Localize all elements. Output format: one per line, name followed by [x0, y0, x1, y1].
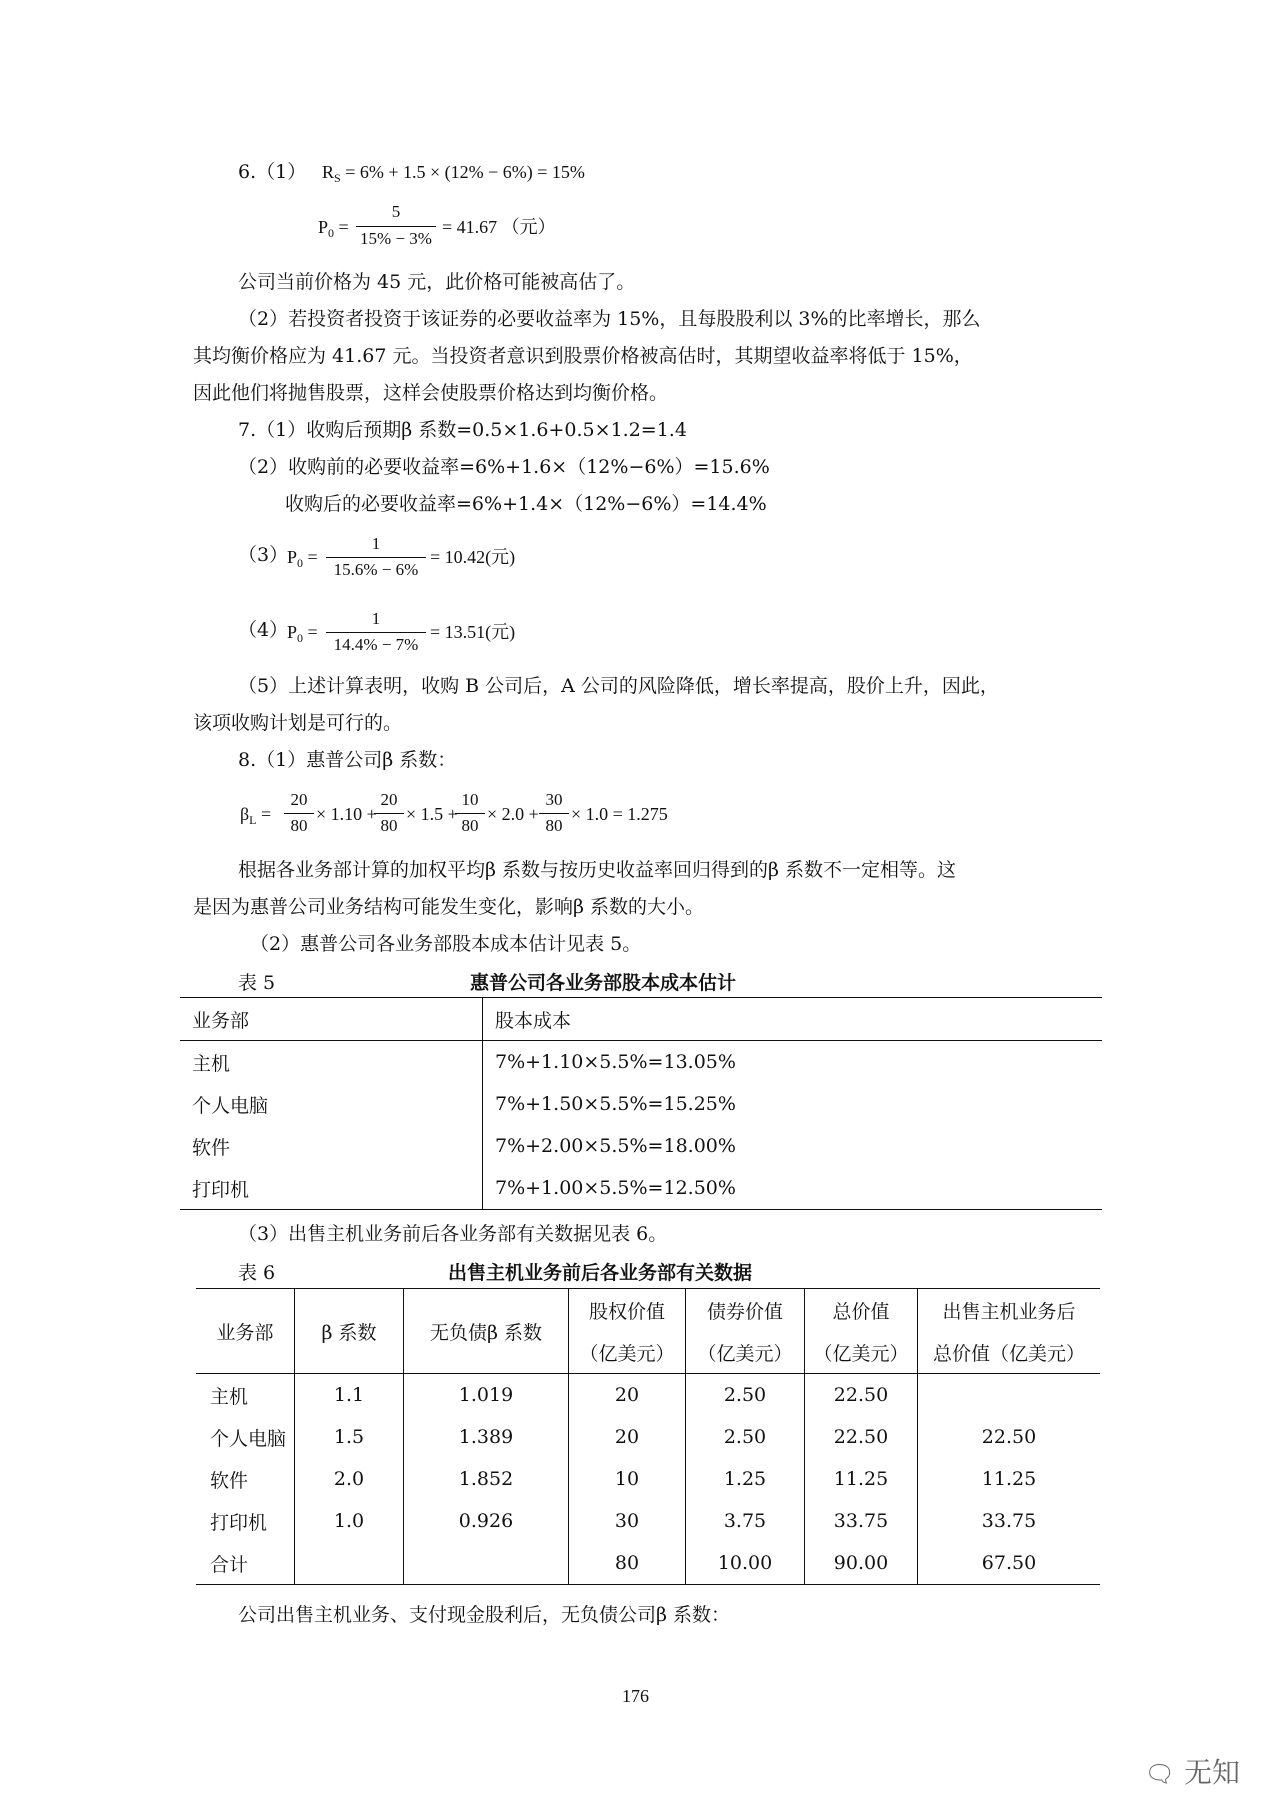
p0-den: 15% − 3% — [360, 229, 432, 248]
beta-term-3-mult: × 2.0 + — [487, 804, 539, 824]
q8-line4: （2）惠普公司各业务部股本成本估计见表 5。 — [250, 933, 642, 955]
table6-label: 表 6 — [238, 1262, 276, 1284]
table5-cell: 个人电脑 — [180, 1083, 483, 1125]
table6-cell: 3.75 — [686, 1500, 805, 1542]
watermark — [1145, 1751, 1240, 1791]
table-row — [180, 1125, 1102, 1167]
table6-cell: 2.50 — [686, 1374, 805, 1417]
q7-p3-symbol: $P_0$ = — [287, 547, 318, 570]
q7-p3-num: 1 — [371, 534, 381, 553]
table5-cell: 主机 — [180, 1041, 483, 1084]
beta-term-2 — [372, 790, 406, 840]
q7-p4-den: 14.4% − 7% — [333, 635, 419, 654]
table6-cell: 30 — [569, 1500, 686, 1542]
rs-formula: $R_S = 6\% + 1.5 \times (12\% - 6\%) = 15\%$ — [322, 162, 585, 185]
table6-cell: 80 — [569, 1542, 686, 1585]
q8-line5: （3）出售主机业务前后各业务部有关数据见表 6。 — [238, 1223, 668, 1245]
table6-cell: 1.852 — [404, 1458, 569, 1500]
q7-p4-bar — [326, 632, 426, 633]
table6-cell: 90.00 — [805, 1542, 918, 1585]
beta-term-4-mult: × 1.0 = 1.275 — [571, 804, 668, 824]
table6-header-unit: （亿美元） — [805, 1331, 918, 1374]
table5-title — [470, 968, 736, 995]
beta-term-1-bar — [284, 813, 314, 814]
table6-cell: 10.00 — [686, 1542, 805, 1585]
beta-l-symbol: $\beta_L$ = — [240, 804, 272, 827]
q7-line2: （2）收购前的必要收益率=6%+1.6×（12%−6%）=15.6% — [238, 456, 770, 478]
q8-line6: 公司出售主机业务、支付现金股利后，无负债公司β 系数： — [238, 1604, 731, 1626]
table6-cell: 11.25 — [981, 1468, 1037, 1490]
q8-line3: 是因为惠普公司业务结构可能发生变化，影响β 系数的大小。 — [193, 896, 705, 918]
beta-term-4-num: 30 — [545, 790, 563, 809]
table6-header-row — [196, 1289, 1100, 1332]
table6-header: 股权价值 — [569, 1289, 686, 1332]
table5-header: 股本成本 — [495, 1009, 572, 1032]
table6-cell: 合计 — [196, 1542, 295, 1585]
q7-p3-result: = 10.42(元) — [430, 547, 516, 567]
q7-line3: 收购后的必要收益率=6%+1.4×（12%−6%）=14.4% — [285, 493, 767, 515]
table5-cell: 7%+1.10×5.5%=13.05% — [495, 1051, 736, 1073]
beta-term-2-mult: × 1.5 + — [406, 804, 458, 824]
table5-cell: 7%+2.00×5.5%=18.00% — [495, 1135, 736, 1157]
table-row — [196, 1458, 1100, 1500]
table6-cell: 打印机 — [196, 1500, 295, 1542]
table6-cell: 22.50 — [981, 1426, 1037, 1448]
q6-line4: 因此他们将抛售股票，这样会使股票价格达到均衡价格。 — [193, 382, 669, 404]
beta-term-1-num: 20 — [290, 790, 308, 809]
table5-title-text: 惠普公司各业务部股本成本估计 — [470, 972, 737, 994]
beta-term-2-num: 20 — [380, 790, 398, 809]
q7-p3-label: （3） — [238, 544, 289, 566]
table6-header: 债券价值 — [686, 1289, 805, 1332]
table-row — [196, 1500, 1100, 1542]
beta-term-3-num: 10 — [461, 790, 479, 809]
table5-header-row — [180, 998, 1102, 1041]
table6-title-text: 出售主机业务前后各业务部有关数据 — [448, 1262, 753, 1284]
table6-cell: 0.926 — [404, 1500, 569, 1542]
q7-p4-num: 1 — [371, 609, 381, 628]
wechat-icon: 🗨 — [1144, 1760, 1176, 1788]
table6-cell: 67.50 — [981, 1552, 1037, 1574]
table5-cell: 7%+1.00×5.5%=12.50% — [495, 1177, 736, 1199]
table6-cell: 2.50 — [686, 1416, 805, 1458]
table6-header-unit: （亿美元） — [569, 1331, 686, 1374]
table6-cell: 2.0 — [295, 1458, 404, 1500]
table-row — [180, 1167, 1102, 1210]
table6-cell: 主机 — [196, 1374, 295, 1417]
q7-line5: 该项收购计划是可行的。 — [193, 712, 403, 734]
table6-cell: 20 — [569, 1374, 686, 1417]
beta-term-1-mult: × 1.10 + — [316, 804, 377, 824]
table6-header: 无负债β 系数 — [404, 1289, 569, 1374]
rs-formula-text: = 6% + 1.5 × (12% − 6%) = 15% — [345, 162, 585, 182]
table5 — [180, 997, 1102, 1210]
table6-cell — [404, 1542, 569, 1585]
p0-result: = 41.67 （元） — [442, 217, 556, 237]
q7-line4: （5）上述计算表明，收购 B 公司后，A 公司的风险降低，增长率提高，股价上升，因此， — [238, 675, 999, 697]
table6-header: β 系数 — [295, 1289, 404, 1374]
table6-cell: 1.25 — [686, 1458, 805, 1500]
q6-line2: （2）若投资者投资于该证券的必要收益率为 15%，且每股股利以 3%的比率增长，那么 — [238, 308, 981, 330]
q8-line2: 根据各业务部计算的加权平均β 系数与按历史收益率回归得到的β 系数不一定相等。这 — [238, 859, 957, 881]
q7-p4-label: （4） — [238, 619, 289, 641]
table6-header-unit: （亿美元） — [686, 1331, 805, 1374]
beta-term-4-bar — [539, 813, 569, 814]
table6-cell: 1.0 — [295, 1500, 404, 1542]
watermark-text: 无知 — [1183, 1756, 1240, 1789]
table6-cell — [918, 1374, 1101, 1417]
beta-term-4 — [537, 790, 571, 840]
table-row — [196, 1416, 1100, 1458]
table6-cell: 软件 — [196, 1458, 295, 1500]
table6-cell: 22.50 — [805, 1416, 918, 1458]
p0-symbol: $P_0$ = — [318, 217, 349, 240]
table6-cell: 个人电脑 — [196, 1416, 295, 1458]
table6-cell: 11.25 — [805, 1458, 918, 1500]
q6-line1: 公司当前价格为 45 元，此价格可能被高估了。 — [238, 271, 636, 293]
beta-term-3 — [453, 790, 487, 840]
beta-term-3-den: 80 — [461, 816, 479, 835]
table6-cell: 10 — [569, 1458, 686, 1500]
q7-p3-den: 15.6% − 6% — [333, 560, 419, 579]
table-row — [196, 1374, 1100, 1417]
table5-cell: 打印机 — [180, 1167, 483, 1210]
table6-header: 出售主机业务后 — [942, 1300, 1076, 1323]
p0-bar — [356, 226, 436, 227]
table5-cell: 软件 — [180, 1125, 483, 1167]
table5-label: 表 5 — [238, 972, 276, 994]
q7-p3-fraction — [326, 534, 426, 584]
q6-line3: 其均衡价格应为 41.67 元。当投资者意识到股票价格被高估时，其期望收益率将低于 15%， — [193, 345, 973, 367]
table6-cell — [295, 1542, 404, 1585]
q7-p4-fraction — [326, 609, 426, 659]
beta-term-3-bar — [455, 813, 485, 814]
table6-header: 总价值 — [805, 1289, 918, 1332]
table6-cell: 33.75 — [981, 1510, 1037, 1532]
table6-header: 业务部 — [196, 1289, 295, 1374]
table6 — [196, 1288, 1100, 1585]
p0-num: 5 — [391, 202, 401, 221]
q7-p3-bar — [326, 557, 426, 558]
q8-line1: 8.（1）惠普公司β 系数： — [238, 749, 457, 771]
beta-term-2-bar — [374, 813, 404, 814]
q7-p4-symbol: $P_0$ = — [287, 622, 318, 645]
table6-cell: 33.75 — [805, 1500, 918, 1542]
page-number: 176 — [622, 1686, 649, 1706]
beta-term-2-den: 80 — [380, 816, 398, 835]
q7-line1: 7.（1）收购后预期β 系数=0.5×1.6+0.5×1.2=1.4 — [238, 419, 687, 441]
table-row — [180, 1083, 1102, 1125]
table6-cell: 1.019 — [404, 1374, 569, 1417]
table5-cell: 7%+1.50×5.5%=15.25% — [495, 1093, 736, 1115]
table6-header-unit: 总价值（亿美元） — [932, 1342, 1085, 1365]
beta-term-1-den: 80 — [290, 816, 308, 835]
table-row — [196, 1542, 1100, 1585]
table6-cell: 20 — [569, 1416, 686, 1458]
table6-cell: 22.50 — [805, 1374, 918, 1417]
table6-cell: 1.1 — [295, 1374, 404, 1417]
q7-p4-result: = 13.51(元) — [430, 622, 516, 642]
q6-label: 6.（1） — [238, 161, 307, 183]
table5-header: 业务部 — [180, 998, 483, 1041]
p0-fraction — [356, 202, 436, 252]
table6-cell: 1.5 — [295, 1416, 404, 1458]
table6-title — [448, 1258, 752, 1285]
table6-cell: 1.389 — [404, 1416, 569, 1458]
beta-term-1 — [282, 790, 316, 840]
table-row — [180, 1041, 1102, 1084]
beta-term-4-den: 80 — [545, 816, 563, 835]
